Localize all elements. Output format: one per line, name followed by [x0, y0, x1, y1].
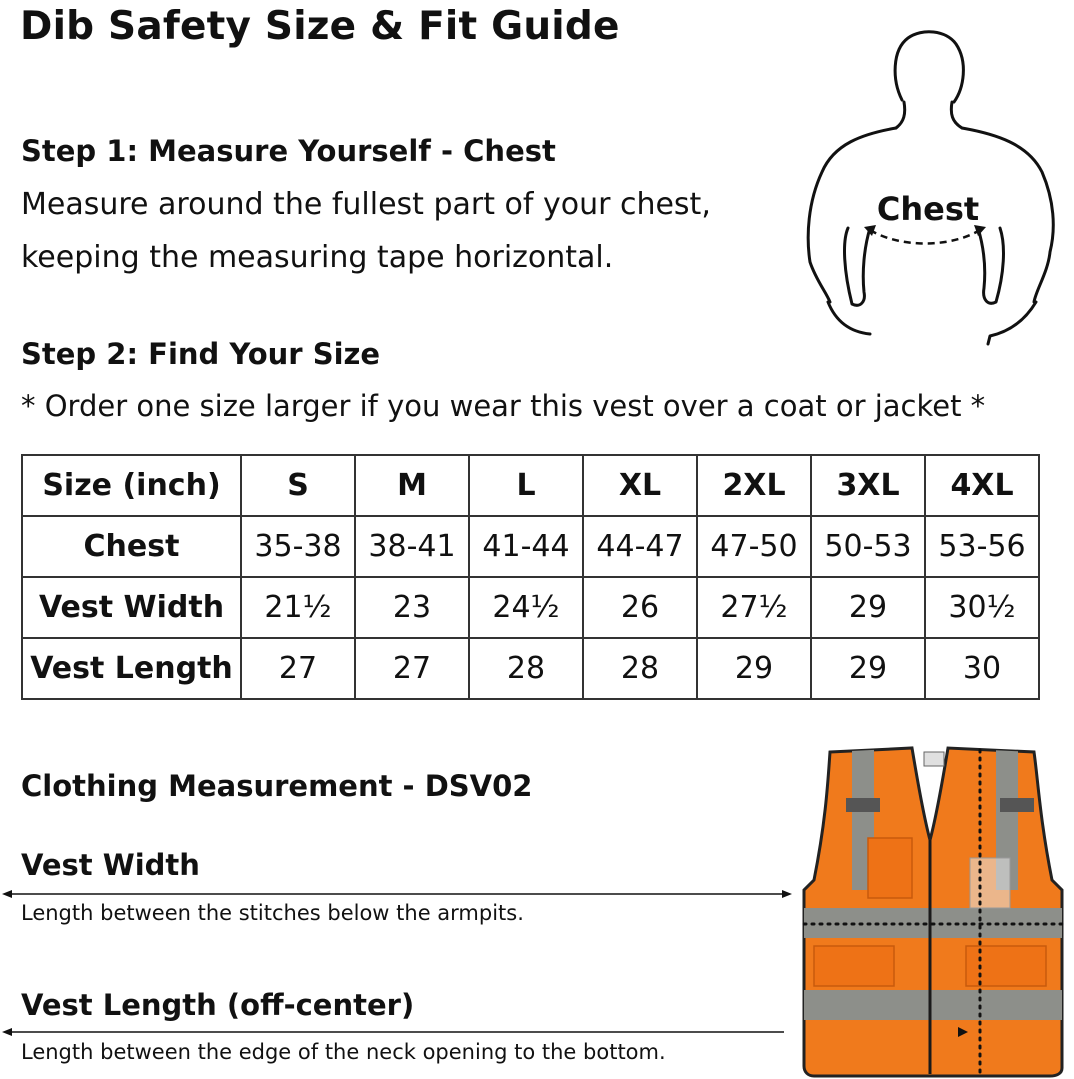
vest-badge-holder — [970, 858, 1010, 908]
header-cell-s: S — [241, 455, 355, 516]
table-row-vest-width — [22, 577, 1039, 638]
table-cell: 27½ — [697, 577, 811, 638]
vest-width-heading: Vest Width — [21, 848, 200, 882]
vest-strap-right — [1000, 798, 1034, 812]
figure-torso-left — [828, 302, 870, 334]
table-cell: 21½ — [241, 577, 355, 638]
figure-head — [895, 32, 963, 102]
size-table-header-row — [22, 455, 1039, 516]
vest-pocket-chest — [868, 838, 912, 898]
table-cell: 29 — [697, 638, 811, 699]
page-title: Dib Safety Size & Fit Guide — [20, 4, 620, 49]
vest-stripe-horizontal-bottom — [800, 990, 1070, 1020]
vest-width-arrow-right-icon — [782, 890, 792, 898]
table-cell: 23 — [355, 577, 469, 638]
vest-pocket-lower-left — [814, 946, 894, 986]
table-row-chest — [22, 516, 1039, 577]
header-cell-l: L — [469, 455, 583, 516]
header-cell-2xl: 2XL — [697, 455, 811, 516]
header-cell-3xl: 3XL — [811, 455, 925, 516]
vest-length-heading: Vest Length (off-center) — [21, 988, 415, 1022]
figure-neck-right — [951, 102, 962, 128]
header-cell-4xl: 4XL — [925, 455, 1039, 516]
header-cell-xl: XL — [583, 455, 697, 516]
vest-strap-left — [846, 798, 880, 812]
vest-length-arrow-left-icon — [2, 1028, 12, 1036]
chest-figure — [800, 22, 1062, 352]
table-cell: 28 — [469, 638, 583, 699]
table-cell: 28 — [583, 638, 697, 699]
table-cell: 27 — [355, 638, 469, 699]
header-cell-m: M — [355, 455, 469, 516]
table-cell: 44-47 — [583, 516, 697, 577]
table-cell: 24½ — [469, 577, 583, 638]
step2-note: * Order one size larger if you wear this vest over a coat or jacket * — [21, 389, 986, 423]
table-cell: 29 — [811, 638, 925, 699]
figure-torso-right — [988, 302, 1036, 344]
table-cell: 30½ — [925, 577, 1039, 638]
step1-line-2: keeping the measuring tape horizontal. — [21, 240, 614, 275]
table-cell: 35-38 — [241, 516, 355, 577]
vest-width-arrow-left-icon — [2, 890, 12, 898]
table-row-vest-length — [22, 638, 1039, 699]
figure-left-hand — [845, 228, 870, 305]
safety-vest-image — [800, 740, 1070, 1078]
header-cell-size: Size (inch) — [22, 455, 241, 516]
chest-arrow-left-icon — [864, 225, 876, 236]
measurement-lines — [0, 880, 800, 1050]
step2-heading: Step 2: Find Your Size — [21, 337, 381, 371]
figure-neck-left — [896, 102, 905, 128]
step1-heading: Step 1: Measure Yourself - Chest — [21, 134, 556, 168]
step1-line-1: Measure around the fullest part of your chest, — [21, 187, 711, 222]
table-cell: 26 — [583, 577, 697, 638]
chest-tape-line — [870, 230, 980, 244]
table-cell: 38-41 — [355, 516, 469, 577]
figure-right-hand — [978, 228, 1003, 303]
row-label-vest-width: Vest Width — [22, 577, 241, 638]
table-cell: 30 — [925, 638, 1039, 699]
size-table — [21, 454, 1040, 700]
row-label-chest: Chest — [22, 516, 241, 577]
table-cell: 50-53 — [811, 516, 925, 577]
table-cell: 53-56 — [925, 516, 1039, 577]
table-cell: 47-50 — [697, 516, 811, 577]
clothing-heading: Clothing Measurement - DSV02 — [21, 769, 533, 803]
row-label-vest-length: Vest Length — [22, 638, 241, 699]
table-cell: 41-44 — [469, 516, 583, 577]
table-cell: 29 — [811, 577, 925, 638]
vest-length-description: Length between the edge of the neck opening to the bottom. — [21, 1040, 666, 1064]
vest-width-description: Length between the stitches below the armpits. — [21, 901, 524, 925]
vest-collar-tag — [924, 752, 944, 766]
vest-pocket-lower-right — [966, 946, 1046, 986]
chest-figure-label: Chest — [876, 190, 980, 228]
table-cell: 27 — [241, 638, 355, 699]
